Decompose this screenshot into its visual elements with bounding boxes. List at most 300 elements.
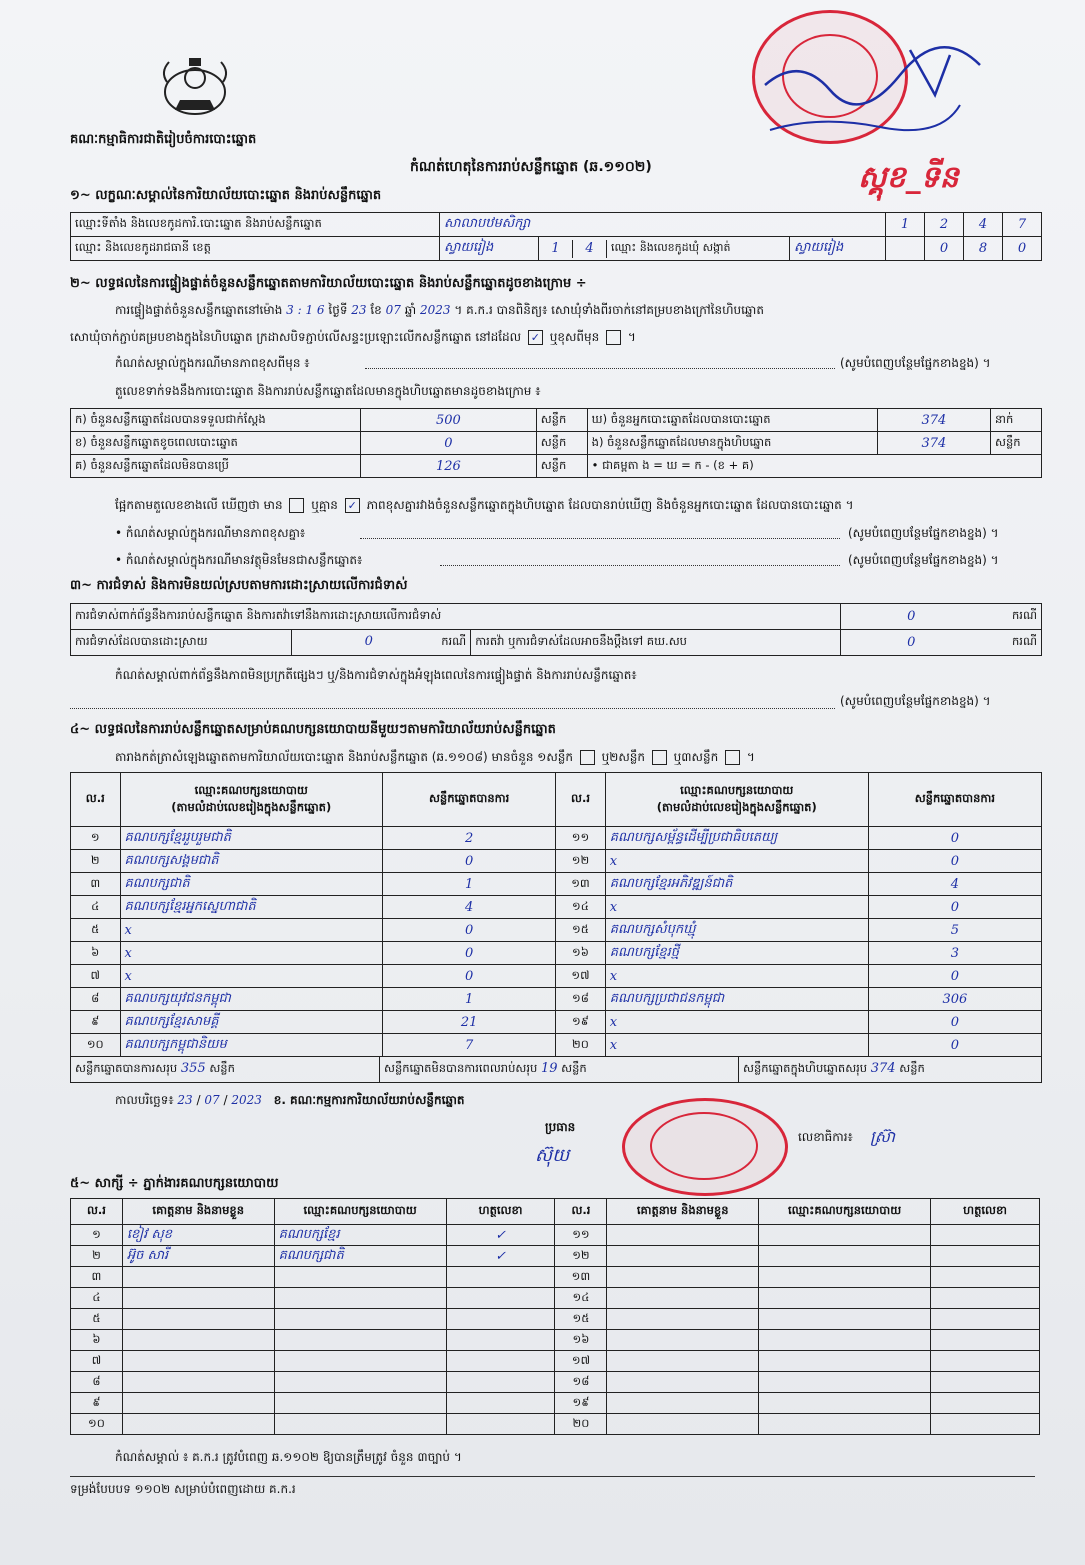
result-votes: 1: [383, 873, 556, 896]
result-party: គណបក្សយុវជនកម្ពុជា: [120, 988, 383, 1011]
witness-signature: [931, 1393, 1040, 1414]
witness-party: [759, 1414, 931, 1435]
spoiled-ballots-value: 0: [361, 432, 537, 455]
table-row: [71, 1246, 1040, 1267]
col-party-title: ឈ្មោះគណបក្សនយោបាយ: [194, 782, 308, 797]
result-votes: 0: [868, 850, 1041, 873]
unit: សន្លឹក: [561, 1061, 587, 1075]
result-no: ៩: [71, 1011, 121, 1034]
witness-name: [607, 1225, 759, 1246]
verification-month: 07: [385, 303, 401, 317]
table-row: [71, 827, 1042, 850]
witness-name: [607, 1351, 759, 1372]
received-ballots-label: ក) ចំនួនសន្លឹកឆ្នោតដែលបានទទួលជាក់ស្តែង: [71, 409, 361, 432]
result-votes: 0: [868, 1034, 1041, 1057]
witness-party: [759, 1288, 931, 1309]
witness-signature: [931, 1351, 1040, 1372]
witness-no: ១០: [71, 1414, 123, 1435]
result-votes: 4: [868, 873, 1041, 896]
witness-no: ១៩: [555, 1393, 607, 1414]
org-name: គណៈកម្មាធិការជាតិរៀបចំការបោះឆ្នោត: [70, 132, 257, 147]
secretary-label: លេខាធិការ៖: [798, 1130, 853, 1144]
chair-signature: ស៊ុយ: [535, 1145, 570, 1166]
result-votes: 7: [383, 1034, 556, 1057]
table-row: [71, 1414, 1040, 1435]
result-party: គណបក្សខ្មែររួបរួមជាតិ: [120, 827, 383, 850]
witness-no: ៥: [71, 1309, 123, 1330]
result-party: គណបក្សកម្ពុជានិយម: [120, 1034, 383, 1057]
date-year: 2023: [231, 1093, 262, 1107]
text: ការផ្ទៀងផ្ទាត់ចំនួនសន្លឹកឆ្នោតនៅម៉ោង: [115, 303, 283, 317]
station-code-digit: 1: [886, 213, 925, 237]
witness-signature: [931, 1267, 1040, 1288]
unit: ករណី: [982, 604, 1042, 630]
witness-signature: [446, 1351, 555, 1372]
result-votes: 0: [868, 827, 1041, 850]
results-table: [70, 772, 1042, 1057]
received-ballots-value: 500: [361, 409, 537, 432]
table-row: [71, 1309, 1040, 1330]
result-party: គណបក្សជាតិ: [120, 873, 383, 896]
table-row: [71, 1034, 1042, 1057]
result-votes: 4: [383, 896, 556, 919]
result-no: ៥: [71, 919, 121, 942]
col-party-sub: (តាមលំដាប់លេខរៀងក្នុងសន្លឹកឆ្នោត): [171, 799, 332, 814]
witness-no: ២: [71, 1246, 123, 1267]
witness-name: [607, 1246, 759, 1267]
witness-signature: [931, 1225, 1040, 1246]
witness-no: ១៥: [555, 1309, 607, 1330]
box-total: [739, 1057, 1042, 1083]
witness-signature: [446, 1414, 555, 1435]
witness-no: ៤: [71, 1288, 123, 1309]
unchanged-checkbox[interactable]: ✓: [528, 330, 543, 345]
table-row: [71, 919, 1042, 942]
table-row: [71, 850, 1042, 873]
result-votes: 306: [868, 988, 1041, 1011]
result-party: គណបក្សសម្ព័ន្ធដើម្បីប្រជាធិបតេយ្យ: [605, 827, 868, 850]
witness-signature: [931, 1330, 1040, 1351]
polling-station-table: [70, 212, 1042, 261]
committee-stamp-inner: [650, 1112, 758, 1180]
result-votes: 0: [383, 919, 556, 942]
witness-no: ១២: [555, 1246, 607, 1267]
witness-name: [607, 1330, 759, 1351]
result-party: x: [605, 850, 868, 873]
discrepancy-no-checkbox[interactable]: ✓: [345, 498, 360, 513]
witness-name: អ៊ូច សារី: [122, 1246, 274, 1267]
results-body: [71, 827, 1042, 1057]
unit: ករណី: [441, 634, 467, 648]
text: ឬ២សន្លឹក: [601, 750, 646, 764]
ballots-in-box-label: ង) ចំនួនសន្លឹកឆ្នោតដែលមានក្នុងហិបឆ្នោត: [587, 432, 877, 455]
witness-party: [759, 1246, 931, 1267]
result-no: ១៤: [556, 896, 606, 919]
witness-no: ៣: [71, 1267, 123, 1288]
result-party: គណបក្សខ្មែរសាមគ្គី: [120, 1011, 383, 1034]
witness-signature: [931, 1372, 1040, 1393]
unit: សន្លឹក: [536, 455, 587, 478]
unit: សន្លឹក: [536, 409, 587, 432]
witness-no: ១៦: [555, 1330, 607, 1351]
witness-signature: [446, 1330, 555, 1351]
invalid-total-value: 19: [540, 1061, 558, 1076]
witness-table: [70, 1198, 1040, 1435]
text: ឆ្នាំ: [404, 303, 417, 317]
verification-year: 2023: [420, 303, 451, 317]
table-row: [71, 988, 1042, 1011]
date-label: កាលបរិច្ឆេទ៖: [115, 1093, 174, 1107]
station-code-digit: 4: [964, 213, 1003, 237]
commune-label: ឈ្មោះ និងលេខកូដឃុំ សង្កាត់: [611, 240, 731, 254]
witness-name: [122, 1330, 274, 1351]
note-line: [70, 708, 835, 709]
box-total-value: 374: [870, 1061, 896, 1076]
witness-name: [122, 1372, 274, 1393]
station-name-label: ឈ្មោះទីតាំង និងលេខកូដការិ.បោះឆ្នោត និងរាប់សន្លឹកឆ្នោត: [71, 213, 440, 237]
col-party-title: ឈ្មោះគណបក្សនយោបាយ: [680, 782, 794, 797]
result-party: x: [120, 965, 383, 988]
result-party: គណបក្សខ្មែរថ្មី: [605, 942, 868, 965]
voters-value: 374: [877, 409, 990, 432]
secretary-signature: ស្រ៊ា: [870, 1127, 896, 1146]
col-party: ឈ្មោះគណបក្សនយោបាយ: [759, 1199, 931, 1225]
footnote: កំណត់សម្គាល់ ៖ គ.ក.រ ត្រូវបំពេញ ឆ.១១០២ ឱ្យបានត្រឹមត្រូវ ចំនួន ៣ច្បាប់ ។: [115, 1450, 462, 1464]
result-votes: 0: [383, 850, 556, 873]
table-row: [71, 1225, 1040, 1246]
committee-title: ខ. គណៈកម្មការការិយាល័យរាប់សន្លឹកឆ្នោត: [273, 1093, 465, 1107]
box-total-label: សន្លឹកឆ្នោតក្នុងហិបឆ្នោតសរុប: [743, 1061, 868, 1075]
formula: • ជាគម្ពតា ង = ឃ = ក - (ខ + គ): [587, 455, 1041, 478]
table-row: [71, 896, 1042, 919]
witness-party: [274, 1309, 446, 1330]
witness-name: [122, 1288, 274, 1309]
witness-no: ៩: [71, 1393, 123, 1414]
result-party: គណបក្សសង្គមជាតិ: [120, 850, 383, 873]
result-votes: 0: [868, 965, 1041, 988]
empty-cell: [886, 237, 925, 261]
witness-no: ១៤: [555, 1288, 607, 1309]
witness-party: គណបក្សជាតិ: [274, 1246, 446, 1267]
result-party: គណបក្សខ្មែរអ្នកស្នេហាជាតិ: [120, 896, 383, 919]
section-4-heading: ៤~ លទ្ធផលនៃការរាប់សន្លឹកឆ្នោតសម្រាប់គណបក្សនយោបាយនីមួយៗតាមការិយាល័យរាប់សន្លឹកឆ្នោត: [70, 722, 556, 737]
witness-signature: ✓: [446, 1246, 555, 1267]
station-code-digit: 2: [925, 213, 964, 237]
commune-value: ស្វាយរៀង: [790, 237, 886, 261]
signature-scribble-top: [760, 35, 990, 145]
result-no: ៣: [71, 873, 121, 896]
commune-code-digit: 0: [1003, 237, 1042, 261]
unit: សន្លឹក: [209, 1061, 235, 1075]
witness-party: [274, 1414, 446, 1435]
verification-time: 3 : 1 6: [286, 303, 325, 317]
result-no: ១៩: [556, 1011, 606, 1034]
result-party: x: [120, 919, 383, 942]
col-votes: សន្លឹកឆ្នោតបានការ: [868, 773, 1041, 827]
discrepancy-line: [115, 498, 854, 513]
unit: សន្លឹក: [536, 432, 587, 455]
witness-name: [607, 1288, 759, 1309]
witness-party: [759, 1393, 931, 1414]
table-row: [71, 1393, 1040, 1414]
witness-no: ១៨: [555, 1372, 607, 1393]
note-line: [365, 368, 835, 369]
one-sheet-checkbox[interactable]: [580, 750, 595, 765]
witness-signature: [931, 1414, 1040, 1435]
result-party: x: [605, 1034, 868, 1057]
text: ភាពខុសគ្នារវាងចំនួនសន្លឹកឆ្នោតក្នុងហិបឆ្នោត ដែលបានរាប់ឃើញ និងចំនួនអ្នកបោះឆ្នោត ដែលបានបោះឆ្នោត ។: [366, 498, 854, 512]
result-no: ១០: [71, 1034, 121, 1057]
signing-date-line: កាលបរិច្ឆេទ៖ 23 / 07 / 2023 ខ. គណៈកម្មការការិយាល័យរាប់សន្លឹកឆ្នោត: [115, 1093, 465, 1107]
text: សោឃុំចាក់ភ្ជាប់គម្របខាងក្នុងនៃហិបឆ្នោត ក្រដាសបិទភ្ជាប់លើសន្ទះប្រឡោះលើកសន្លឹកឆ្នោត នៅដដែល: [70, 330, 522, 344]
result-no: ៤: [71, 896, 121, 919]
col-votes: សន្លឹកឆ្នោតបានការ: [383, 773, 556, 827]
result-no: ២០: [556, 1034, 606, 1057]
result-party: គណបក្សប្រជាជនកម្ពុជា: [605, 988, 868, 1011]
witness-no: ២០: [555, 1414, 607, 1435]
result-no: ១៧: [556, 965, 606, 988]
note-hint: (សូមបំពេញបន្ថែមផ្នែកខាងខ្នង) ។: [840, 694, 991, 708]
witness-signature: [446, 1309, 555, 1330]
section-5-heading: ៥~ សាក្សី ÷ ភ្នាក់ងារគណបក្សនយោបាយ: [70, 1176, 279, 1191]
witness-no: ១៧: [555, 1351, 607, 1372]
witness-party: [759, 1225, 931, 1246]
col-sign: ហត្ថលេខា: [446, 1199, 555, 1225]
table-row: [71, 1330, 1040, 1351]
table-row: [71, 1267, 1040, 1288]
table-row: [71, 942, 1042, 965]
witness-party: [759, 1351, 931, 1372]
witness-party: [759, 1309, 931, 1330]
witness-no: ១: [71, 1225, 123, 1246]
section-1-heading: ១~ លក្ខណៈសម្គាល់នៃការិយាល័យបោះឆ្នោត និងរាប់សន្លឹកឆ្នោត: [70, 188, 382, 203]
witness-party: [274, 1393, 446, 1414]
result-party: x: [605, 965, 868, 988]
resolved-value: [292, 630, 471, 656]
result-no: ១១: [556, 827, 606, 850]
witness-party: [274, 1351, 446, 1372]
chair-label: ប្រធាន: [545, 1120, 576, 1134]
unit: សន្លឹក: [899, 1061, 925, 1075]
result-no: ២: [71, 850, 121, 873]
section-3-heading: ៣~ ការជំទាស់ និងការមិនយល់ស្របតាមការដោះស្រាយលើការជំទាស់: [70, 578, 408, 593]
unit: នាក់: [991, 409, 1042, 432]
witness-name: [122, 1351, 274, 1372]
table-row: [71, 1011, 1042, 1034]
result-no: ៦: [71, 942, 121, 965]
note-line: [440, 565, 840, 566]
result-votes: 0: [383, 965, 556, 988]
text: តារាងកត់ត្រាសំឡេងឆ្នោតតាមការិយាល័យបោះឆ្នោត និងរាប់សន្លឹកឆ្នោត (ឆ.១១០៨) មានចំនួន ១សន្លឹក: [115, 750, 573, 764]
result-votes: 0: [868, 896, 1041, 919]
result-no: ១៨: [556, 988, 606, 1011]
table-row: [71, 1372, 1040, 1393]
section-2-heading: ២~ លទ្ធផលនៃការផ្ទៀងផ្ទាត់ចំនួនសន្លឹកឆ្នោតតាមការិយាល័យបោះឆ្នោត និងរាប់សន្លឹកឆ្នោតដូចខាងក្រោម ÷: [70, 276, 587, 291]
form-code: ទម្រង់បែបបទ ១១០២ សម្រាប់បំពេញដោយ គ.ក.រ: [70, 1482, 296, 1496]
province-label: ឈ្មោះ និងលេខកូដរាជធានី ខេត្ត: [71, 237, 440, 261]
emblem-logo: [155, 52, 235, 122]
ballot-figures-table: [70, 408, 1042, 478]
totals-table: [70, 1056, 1042, 1083]
appeal-value: 0: [840, 630, 981, 656]
discrepancy-note-label: • កំណត់សម្គាល់ក្នុងករណីមានភាពខុសគ្នា៖: [115, 526, 306, 540]
foreign-object-note-label: • កំណត់សម្គាល់ក្នុងករណីមានវត្ថុមិនមែនជាសន្លឹកឆ្នោត៖: [115, 553, 363, 567]
result-party: x: [605, 1011, 868, 1034]
witness-signature: [446, 1267, 555, 1288]
witness-party: [274, 1267, 446, 1288]
unit: ករណី: [982, 630, 1042, 656]
witness-party: [759, 1372, 931, 1393]
witness-party: [274, 1330, 446, 1351]
complaints-value: 0: [840, 604, 981, 630]
province-code-digit: 1: [539, 240, 573, 258]
result-party: គណបក្សខ្មែរអភិវឌ្ឍន៍ជាតិ: [605, 873, 868, 896]
witness-signature: [446, 1372, 555, 1393]
station-name-value: សាលាបឋមសិក្សា: [440, 213, 886, 237]
result-no: ៧: [71, 965, 121, 988]
witness-name: [607, 1393, 759, 1414]
witness-signature: [446, 1288, 555, 1309]
verification-paragraph: [115, 303, 764, 318]
result-party: គណបក្សសំបុកឃ្មុំ: [605, 919, 868, 942]
tally-sheet-line: តារាងកត់ត្រាសំឡេងឆ្នោតតាមការិយាល័យបោះឆ្នោត និងរាប់សន្លឹកឆ្នោត (ឆ.១១០៨) មានចំនួន ១សន្លឹក ឬ២សន្លឹក ឬ៣សន្លឹក ។: [115, 750, 755, 764]
col-no: ល.រ: [556, 773, 606, 827]
witness-name: [122, 1414, 274, 1435]
witness-name: ខៀវ សុខ: [122, 1225, 274, 1246]
witness-party: [759, 1330, 931, 1351]
col-no: ល.រ: [555, 1199, 607, 1225]
result-no: ១៥: [556, 919, 606, 942]
witness-name: [607, 1414, 759, 1435]
note-hint: (សូមបំពេញបន្ថែមផ្នែកខាងខ្នង) ។: [840, 356, 991, 370]
result-no: ១៣: [556, 873, 606, 896]
witness-no: ៦: [71, 1330, 123, 1351]
result-no: ១: [71, 827, 121, 850]
valid-total-value: 355: [180, 1061, 206, 1076]
figures-intro: តួលេខទាក់ទងនឹងការបោះឆ្នោត និងការរាប់សន្លឹកឆ្នោតដែលមានក្នុងហិបឆ្នោតមានដូចខាងក្រោម ៖: [115, 384, 541, 398]
text: ។ គ.ក.រ បានពិនិត្យ៖ សោឃុំទាំងពីរចាក់នៅគម្របខាងក្រៅនៃហិបឆ្នោត: [454, 303, 764, 317]
commune-code-digit: 0: [925, 237, 964, 261]
unused-ballots-label: គ) ចំនួនសន្លឹកឆ្នោតដែលមិនបានប្រើ: [71, 455, 361, 478]
col-name: គោត្តនាម និងនាមខ្លួន: [122, 1199, 274, 1225]
note-hint: (សូមបំពេញបន្ថែមផ្នែកខាងខ្នង) ។: [848, 526, 999, 540]
result-party: x: [605, 896, 868, 919]
text: ឬខុសពីមុន: [549, 330, 600, 344]
note-line: [360, 538, 840, 539]
result-votes: 21: [383, 1011, 556, 1034]
witness-no: ១១: [555, 1225, 607, 1246]
changed-checkbox[interactable]: [606, 330, 621, 345]
witness-name: [122, 1309, 274, 1330]
irregularity-note-label: កំណត់សម្គាល់ពាក់ព័ន្ធនឹងភាពមិនប្រក្រតីផ្សេងៗ ឬ/និងការជំទាស់ក្នុងអំឡុងពេលនៃការផ្ទៀងផ្ទាត់ និងការរាប់សន្លឹកឆ្នោត៖: [115, 668, 637, 682]
text: ឬ៣សន្លឹក: [673, 750, 719, 764]
text: ខែ: [370, 303, 382, 317]
table-row: [71, 873, 1042, 896]
note-hint: (សូមបំពេញបន្ថែមផ្នែកខាងខ្នង) ។: [848, 553, 999, 567]
table-row: [71, 1351, 1040, 1372]
witness-party: គណបក្សខ្មែរ: [274, 1225, 446, 1246]
valid-total-label: សន្លឹកឆ្នោតបានការសរុប: [75, 1061, 178, 1075]
col-party: ឈ្មោះគណបក្សនយោបាយ: [274, 1199, 446, 1225]
result-votes: 0: [383, 942, 556, 965]
result-party: x: [120, 942, 383, 965]
commune-code-digit: 8: [964, 237, 1003, 261]
complaints-label: ការជំទាស់ពាក់ព័ន្ធនឹងការរាប់សន្លឹកឆ្នោត និងការតវ៉ាទៅនឹងការដោះស្រាយលើការជំទាស់: [71, 604, 841, 630]
complaints-table: [70, 603, 1042, 656]
col-no: ល.រ: [71, 1199, 123, 1225]
witness-party: [274, 1288, 446, 1309]
witness-name: [607, 1267, 759, 1288]
resolved-label: ការជំទាស់ដែលបានដោះស្រាយ: [71, 630, 292, 656]
witness-no: ៨: [71, 1372, 123, 1393]
two-sheets-checkbox[interactable]: [652, 750, 667, 765]
witness-no: ១៣: [555, 1267, 607, 1288]
spoiled-ballots-label: ខ) ចំនួនសន្លឹកឆ្នោតខូចពេលបោះឆ្នោត: [71, 432, 361, 455]
text: ថ្ងៃទី: [328, 303, 348, 317]
result-no: ១៦: [556, 942, 606, 965]
witness-signature: [931, 1246, 1040, 1267]
red-handwritten-mark: ស្គុខ_ទីន: [858, 160, 959, 195]
page-title: កំណត់ហេតុនៃការរាប់សន្លឹកឆ្នោត (ឆ.១១០២): [410, 159, 652, 175]
witness-party: [274, 1372, 446, 1393]
col-no: ល.រ: [71, 773, 121, 827]
date-month: 07: [204, 1093, 220, 1107]
text: ផ្អែកតាមតួលេខខាងលើ ឃើញថា មាន: [115, 498, 283, 512]
witness-signature: ✓: [446, 1225, 555, 1246]
valid-total: [71, 1057, 380, 1083]
three-sheets-checkbox[interactable]: [725, 750, 740, 765]
verification-day: 23: [351, 303, 367, 317]
witness-no: ៧: [71, 1351, 123, 1372]
witness-party: [759, 1267, 931, 1288]
unit: សន្លឹក: [991, 432, 1042, 455]
province-value: ស្វាយរៀង: [440, 237, 539, 261]
witness-name: [607, 1309, 759, 1330]
invalid-total-label: សន្លឹកឆ្នោតមិនបានការពេលរាប់សរុប: [384, 1061, 538, 1075]
col-sign: ហត្ថលេខា: [931, 1199, 1040, 1225]
result-votes: 1: [383, 988, 556, 1011]
witness-name: [607, 1372, 759, 1393]
col-party: [605, 773, 868, 827]
discrepancy-yes-checkbox[interactable]: [289, 498, 304, 513]
appeal-label: ការតវ៉ា ឬការជំទាស់ដែលអាចនឹងប្តឹងទៅ គឃ.សប: [471, 630, 841, 656]
witness-name: [122, 1267, 274, 1288]
voters-label: ឃ) ចំនួនអ្នកបោះឆ្នោតដែលបានបោះឆ្នោត: [587, 409, 877, 432]
result-votes: 2: [383, 827, 556, 850]
station-code-digit: 7: [1003, 213, 1042, 237]
invalid-total: [380, 1057, 739, 1083]
result-votes: 3: [868, 942, 1041, 965]
result-no: ៨: [71, 988, 121, 1011]
witness-signature: [446, 1393, 555, 1414]
col-party-sub: (តាមលំដាប់លេខរៀងក្នុងសន្លឹកឆ្នោត): [656, 799, 817, 814]
result-votes: 0: [868, 1011, 1041, 1034]
ballots-in-box-value: 374: [877, 432, 990, 455]
table-row: [71, 1288, 1040, 1309]
date-day: 23: [177, 1093, 193, 1107]
col-party: [120, 773, 383, 827]
seal-status-line: សោឃុំចាក់ភ្ជាប់គម្របខាងក្នុងនៃហិបឆ្នោត ក្រដាសបិទភ្ជាប់លើសន្ទះប្រឡោះលើកសន្លឹកឆ្នោត នៅដដែល ✓ ឬខុសពីមុន ។: [70, 330, 636, 344]
witness-signature: [931, 1309, 1040, 1330]
result-no: ១២: [556, 850, 606, 873]
resolved-number: 0: [364, 634, 373, 649]
text: ឬគ្មាន: [311, 498, 338, 512]
province-code-digit: 4: [573, 240, 607, 258]
witness-body: [71, 1225, 1040, 1435]
result-votes: 5: [868, 919, 1041, 942]
difference-note-label: កំណត់សម្គាល់ក្នុងករណីមានភាពខុសពីមុន ៖: [115, 356, 310, 370]
witness-signature: [931, 1288, 1040, 1309]
